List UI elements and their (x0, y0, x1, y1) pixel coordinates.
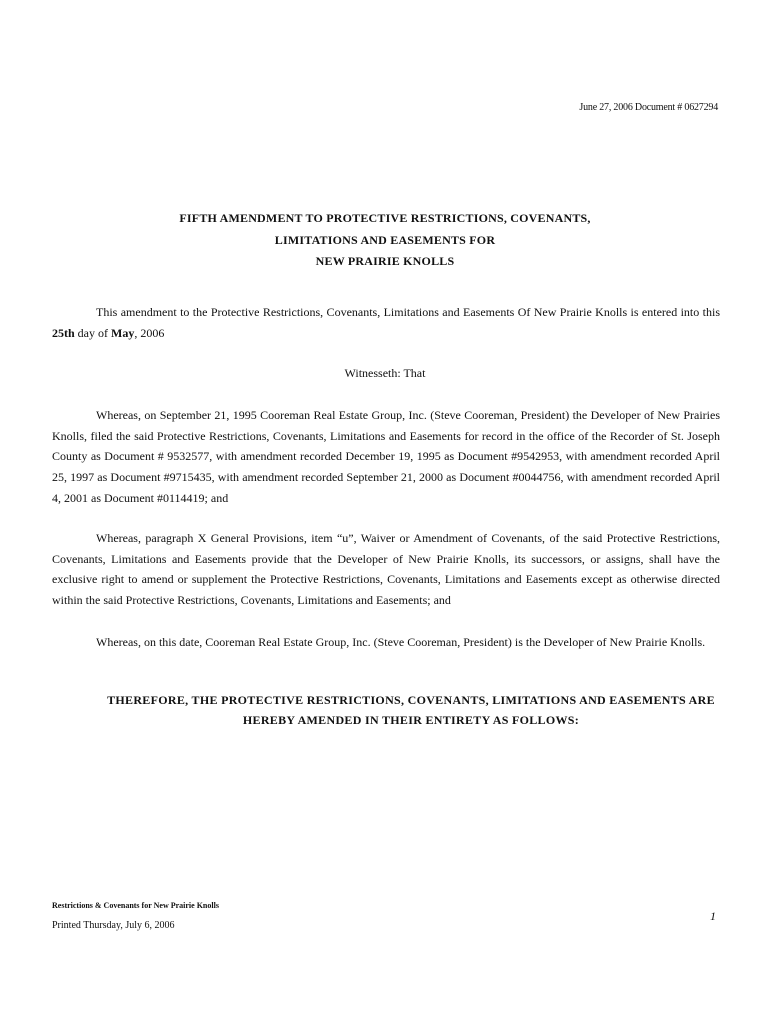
therefore-line-2: HEREBY AMENDED IN THEIR ENTIRETY AS FOLLOWS: (242, 713, 580, 727)
therefore-line-1: THEREFORE, THE PROTECTIVE RESTRICTIONS, COVENANTS, LIMITATIONS AND EASEMENTS ARE (107, 693, 715, 707)
header-date-document: June 27, 2006 Document # 0627294 (579, 102, 718, 113)
intro-text-c: , 2006 (134, 325, 165, 340)
footer-printed-date: Printed Thursday, July 6, 2006 (52, 920, 175, 931)
witnesseth: Witnesseth: That (344, 366, 426, 380)
intro-day: 25th (52, 325, 75, 340)
intro-text-a: This amendment to the Protective Restrictions, Covenants, Limitations and Easements Of New Prairie Knolls is entered into this (96, 305, 720, 319)
title-line-1: FIFTH AMENDMENT TO PROTECTIVE RESTRICTIONS, COVENANTS, (179, 211, 591, 225)
page-number: 1 (710, 909, 716, 923)
whereas-1-text: Whereas, on September 21, 1995 Cooreman Real Estate Group, Inc. (Steve Cooreman, President) the Developer of New Prairies Knolls, filed the said Protective Restrictions, Covenants, Limitations and Easements for record in the office of the Recorder of St. Joseph County as Document # 9532577, with amendment recorded December 19, 1995 as Document #9542953, with amendment recorded April 25, 1997 as Document #9715435, with amendment recorded September 21, 2000 as Document #0044756, with amendment recorded April 4, 2001 as Document #0114419; and (52, 408, 720, 505)
intro-text-b: day of (74, 325, 111, 340)
title-line-3: NEW PRAIRIE KNOLLS (315, 254, 455, 268)
intro-paragraph (52, 302, 720, 343)
whereas-paragraph-2 (52, 528, 720, 611)
title-line-2: LIMITATIONS AND EASEMENTS FOR (274, 233, 496, 247)
whereas-2-text: Whereas, paragraph X General Provisions, item “u”, Waiver or Amendment of Covenants, of the said Protective Restrictions, Covenants, Limitations and Easements provide that the Developer of New Prairie Knolls, its successors, or assigns, shall have the exclusive right to amend or supplement the Protective Restrictions, Covenants, Limitations and Easements except as otherwise directed within the said Protective Restrictions, Covenants, Limitations and Easements; and (52, 531, 720, 608)
whereas-3-text: Whereas, on this date, Cooreman Real Estate Group, Inc. (Steve Cooreman, President) is the Developer of New Prairie Knolls. (96, 635, 706, 649)
footer-document-title: Restrictions & Covenants for New Prairie Knolls (52, 901, 219, 910)
whereas-paragraph-1 (52, 405, 720, 509)
whereas-paragraph-3 (52, 632, 720, 653)
intro-month: May (111, 325, 135, 340)
